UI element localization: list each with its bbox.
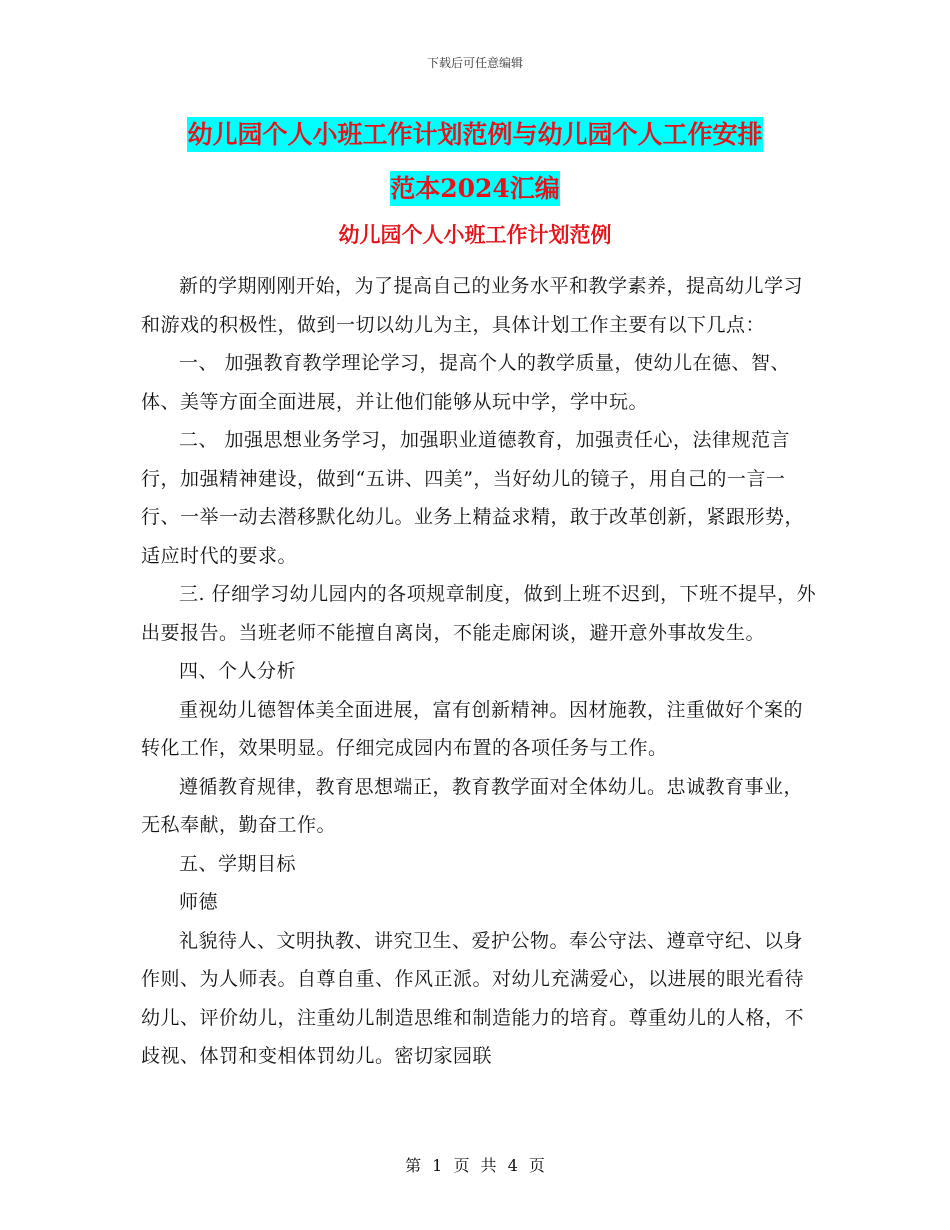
subheading-semester-goals: 五、学期目标	[179, 852, 297, 875]
paragraph-item-3: 三. 仔细学习幼儿园内的各项规章制度，做到上班不迟到，下班不提早，外出要报告。当班老师不能擅自离岗，不能走廊闲谈，避开意外事故发生。	[141, 583, 817, 644]
header-note: 下载后可任意编辑	[426, 56, 523, 70]
paragraph-item-1: 一、 加强教育教学理论学习，提高个人的教学质量，使幼儿在德、智、体、美等方面全面进展，并让他们能够从玩中学，学中玩。	[141, 352, 791, 413]
paragraph-analysis-2: 遵循教育规律，教育思想端正，教育教学面对全体幼儿。忠诚教育事业，无私奉献，勤奋工作。	[141, 775, 804, 836]
subheading-teacher-ethics: 师德	[179, 891, 219, 913]
subheading-personal-analysis: 四、个人分析	[179, 660, 297, 682]
title-line-1: 幼儿园个人小班工作计划范例与幼儿园个人工作安排	[187, 117, 762, 152]
document-body	[141, 267, 821, 1076]
title-line-2: 范本2024汇编	[390, 171, 560, 206]
document-title	[0, 108, 950, 216]
section-heading: 幼儿园个人小班工作计划范例	[338, 222, 612, 247]
paragraph-ethics: 礼貌待人、文明执教、讲究卫生、爱护公物。奉公守法、遵章守纪、以身作则、为人师表。自尊自重、作风正派。对幼儿充满爱心，以进展的眼光看待幼儿、评价幼儿，注重幼儿制造思维和制造能力的培育。尊重幼儿的人格，不歧视、体罚和变相体罚幼儿。密切家园联	[141, 929, 805, 1067]
paragraph-item-2: 二、 加强思想业务学习，加强职业道德教育，加强责任心，法律规范言行，加强精神建设，做到“五讲、四美”，当好幼儿的镜子，用自己的一言一行、一举一动去潜移默化幼儿。业务上精益求精，敢于改革创新，紧跟形势，适应时代的要求。	[141, 429, 805, 567]
page-footer: 第 1 页 共 4 页	[405, 1156, 545, 1175]
paragraph-analysis-1: 重视幼儿德智体美全面进展，富有创新精神。因材施教，注重做好个案的转化工作，效果明显。仔细完成园内布置的各项任务与工作。	[141, 698, 804, 759]
paragraph-intro: 新的学期刚刚开始，为了提高自己的业务水平和教学素养，提高幼儿学习和游戏的积极性，做到一切以幼儿为主，具体计划工作主要有以下几点：	[141, 275, 804, 336]
